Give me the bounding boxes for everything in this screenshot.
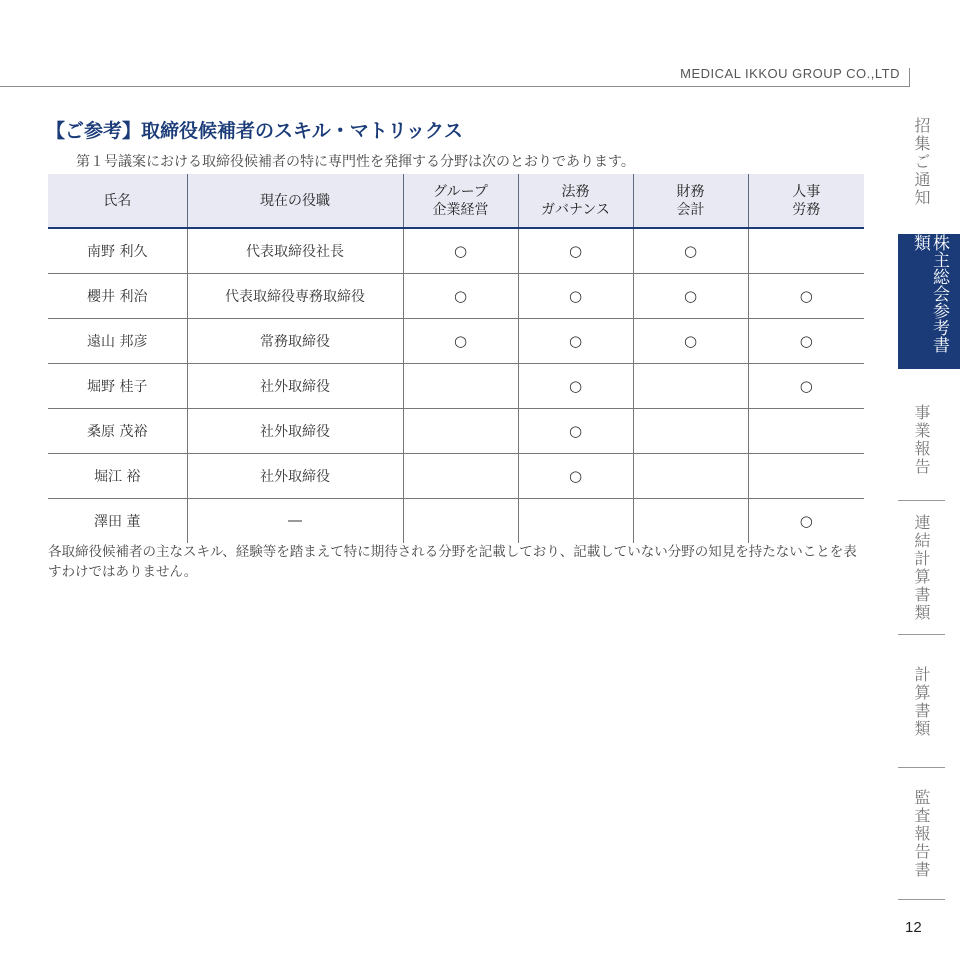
nav-item-label: 監査報告書: [912, 789, 931, 879]
position-cell: ―: [187, 499, 403, 544]
table-row: [48, 364, 864, 409]
nav-separator: [898, 634, 945, 635]
footnote: 各取締役候補者の主なスキル、経験等を踏まえて特に期待される分野を記載しており、記載していない分野の知見を持たないことを表すわけではありません。: [48, 544, 857, 580]
position-cell: 常務取締役: [187, 319, 403, 364]
table-row: [48, 409, 864, 454]
skill-matrix-table: [48, 174, 864, 543]
column-header: 法務 ガバナンス: [518, 174, 633, 228]
nav-item-label: 連結計算書類: [912, 514, 931, 622]
skill-mark-cell: [748, 228, 864, 274]
nav-item-business-report[interactable]: [898, 380, 945, 500]
nav-separator: [898, 500, 945, 501]
nav-item-label: 株主総会参考書類: [910, 234, 949, 353]
intro-text: 第１号議案における取締役候補者の特に専門性を発揮する分野は次のとおりであります。: [76, 154, 635, 170]
column-header: グループ 企業経営: [403, 174, 518, 228]
skill-mark-cell: ○: [633, 228, 748, 274]
page-number: 12: [905, 919, 922, 936]
nav-separator: [898, 899, 945, 900]
skill-mark-cell: ○: [403, 319, 518, 364]
skill-mark-cell: [403, 499, 518, 544]
candidate-name-cell: 遠山 邦彦: [48, 319, 187, 364]
table-row: [48, 454, 864, 499]
table-body: [48, 228, 864, 543]
table-row: [48, 274, 864, 319]
skill-mark-cell: [633, 454, 748, 499]
skill-mark-cell: ○: [518, 409, 633, 454]
skill-mark-cell: ○: [518, 274, 633, 319]
header-rule: [0, 86, 910, 87]
candidate-name-cell: 澤田 董: [94, 514, 141, 530]
candidate-name-cell: 桑原 茂裕: [48, 409, 187, 454]
table-header: [48, 174, 864, 228]
skill-mark-cell: ○: [403, 274, 518, 319]
skill-mark-cell: [403, 409, 518, 454]
position-cell: 社外取締役: [187, 454, 403, 499]
skill-mark-cell: ○: [518, 454, 633, 499]
section-title: 【ご参考】取締役候補者のスキル・マトリックス: [46, 120, 463, 142]
nav-item-label: 事業報告: [912, 404, 931, 476]
position-cell: 社外取締役: [187, 364, 403, 409]
candidate-name-cell: 堀野 桂子: [48, 364, 187, 409]
table-row: [48, 499, 864, 544]
skill-mark-cell: ○: [748, 274, 864, 319]
skill-mark-cell: ○: [748, 364, 864, 409]
candidate-name-cell: 堀江 裕: [48, 454, 187, 499]
nav-item-label: 計算書類: [912, 665, 931, 738]
table-row: [48, 228, 864, 274]
table-row: [48, 319, 864, 364]
column-header: 氏名: [48, 174, 187, 228]
skill-mark-cell: ○: [748, 499, 864, 544]
header-tick: [909, 68, 910, 87]
candidate-name-cell: 櫻井 利治: [48, 274, 187, 319]
skill-mark-cell: [403, 364, 518, 409]
nav-separator: [898, 767, 945, 768]
skill-mark-cell: [518, 499, 633, 544]
company-name: MEDICAL IKKOU GROUP CO.,LTD: [680, 66, 900, 81]
skill-mark-cell: ○: [518, 364, 633, 409]
skill-mark-cell: [633, 409, 748, 454]
position-cell: 社外取締役: [187, 409, 403, 454]
column-header: 財務 会計: [633, 174, 748, 228]
nav-item-financial-statements[interactable]: [898, 636, 945, 767]
position-cell: 代表取締役専務取締役: [187, 274, 403, 319]
column-header: 現在の役職: [187, 174, 403, 228]
nav-item-consolidated-statements[interactable]: [898, 502, 945, 634]
skill-mark-cell: ○: [633, 319, 748, 364]
candidate-name-cell: 南野 利久: [48, 228, 187, 274]
skill-mark-cell: ○: [518, 319, 633, 364]
nav-item-notice[interactable]: [898, 100, 945, 223]
header-row: [48, 174, 864, 228]
skill-mark-cell: ○: [403, 228, 518, 274]
skill-mark-cell: ○: [748, 319, 864, 364]
skill-mark-cell: ○: [518, 228, 633, 274]
skill-mark-cell: [633, 364, 748, 409]
skill-mark-cell: [748, 409, 864, 454]
skill-mark-cell: ○: [633, 274, 748, 319]
skill-mark-cell: [403, 454, 518, 499]
skill-mark-cell: [748, 454, 864, 499]
nav-item-reference-documents[interactable]: [898, 234, 960, 369]
nav-item-audit-report[interactable]: [898, 769, 945, 899]
column-header: 人事 労務: [748, 174, 864, 228]
position-cell: 代表取締役社長: [187, 228, 403, 274]
nav-item-label: 招集ご通知: [912, 116, 931, 207]
skill-mark-cell: [633, 499, 748, 544]
